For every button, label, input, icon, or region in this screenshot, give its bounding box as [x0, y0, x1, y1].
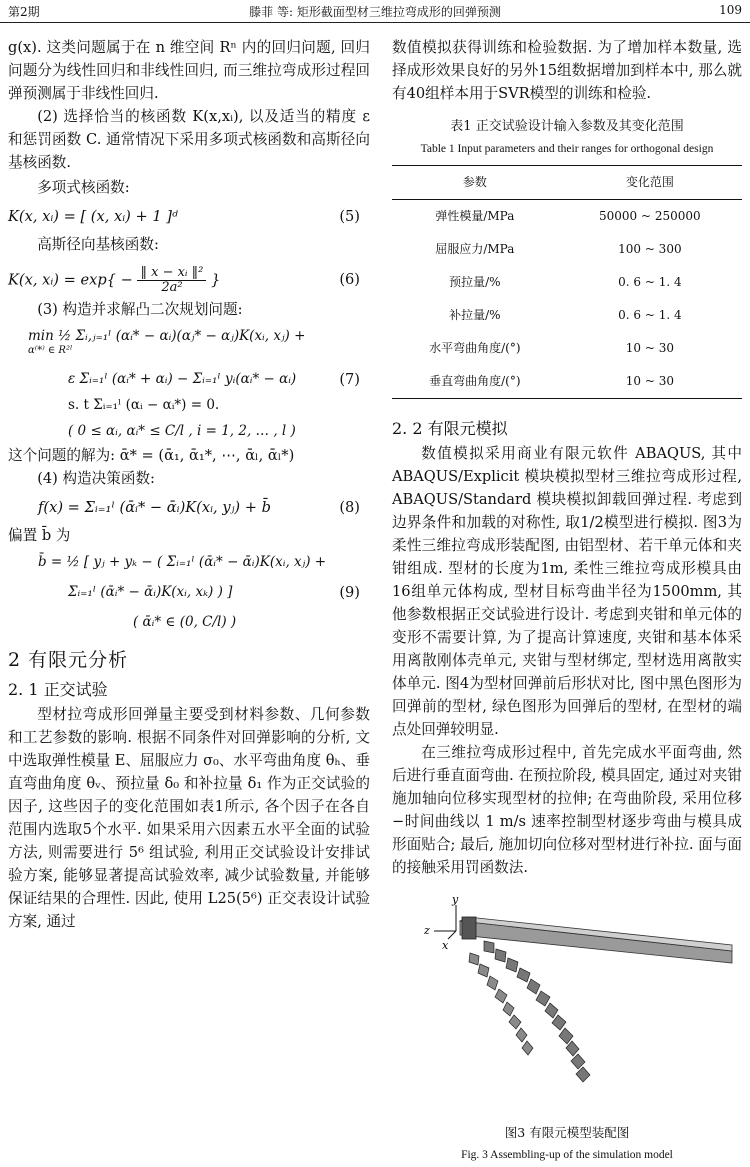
equation-5-body: K(x, xᵢ) = [ (x, xᵢ) + 1 ]ᵈ [8, 208, 178, 225]
x-axis-label: x [442, 939, 449, 952]
equation-6-numerator: ‖ x − xᵢ ‖² [137, 266, 206, 281]
poly-kernel-label: 多项式核函数: [37, 179, 130, 196]
equation-6-fraction [137, 266, 206, 295]
table-row: 屈服应力/MPa 100 ~ 300 [435, 242, 682, 256]
table-1-caption-en: Table 1 Input parameters and their ranges for orthogonal design [420, 143, 714, 155]
gauss-kernel-label: 高斯径向基核函数: [37, 236, 159, 253]
equation-6-right: } [211, 271, 221, 289]
table-row: 补拉量/% 0. 6 ~ 1. 4 [449, 308, 682, 322]
table-header-param: 参数 [392, 166, 558, 200]
left-column [8, 36, 370, 933]
paragraph-process: 在三维拉弯成形过程中, 首先完成水平面弯曲, 然后进行垂直面弯曲. 在预拉阶段, 模具固定, 通过对夹钳施加轴向位移实现型材的拉伸; 在弯曲阶段, 采用位移−时间曲线以 1 m/s 速率控制型材逐步弯曲与模具成形面贴合; 最后, 施加切向位移对型材进行补拉. 面与面的接触采用罚函数法. [392, 744, 742, 876]
equation-6-left: K(x, xᵢ) = exp{ − [8, 271, 133, 289]
table-1-caption: 表1 正交试验设计输入参数及其变化范围 [450, 119, 684, 134]
equation-6-denominator: 2a² [161, 280, 183, 295]
page-header [0, 0, 750, 23]
paragraph-samples: 数值模拟获得训练和检验数据. 为了增加样本数量, 选择成形效果良好的另外15组数据增加到样本中, 那么就有40组样本用于SVR模型的训练和检验. [392, 39, 742, 102]
equation-5 [8, 201, 370, 231]
z-axis-label: z [424, 924, 430, 937]
unit-blocks-lower [469, 953, 533, 1055]
equation-9-line2: Σᵢ₌₁ˡ (ᾱᵢ* − ᾱᵢ)K(xᵢ, xₖ) ) ] (9) [8, 577, 370, 607]
figure-3-caption: 图3 有限元模型装配图 [504, 1125, 630, 1140]
equation-8: f(x) = Σᵢ₌₁ˡ (ᾱᵢ* − ᾱᵢ)K(xᵢ, yⱼ) + b̄ (8) [8, 490, 370, 524]
y-axis-label: y [452, 893, 459, 906]
equation-7-line4: ( 0 ≤ αᵢ, αᵢ* ≤ C/l , i = 1, 2, … , l ) [68, 423, 296, 439]
running-title: 滕菲 等: 矩形截面型材三维拉弯成形的回弹预测 [249, 5, 501, 19]
paragraph-kernel: (2) 选择恰当的核函数 K(x,xᵢ), 以及适当的精度 ε 和惩罚函数 C. 通常情况下采用多项式核函数和高斯径向基核函数. [8, 108, 370, 171]
table-header-range: 变化范围 [558, 166, 742, 200]
paragraph-solution: 这个问题的解为: ᾱ* = (ᾱ₁, ᾱ₁*, ⋯, ᾱₗ, ᾱₗ*) [8, 447, 295, 464]
table-row: 垂直弯曲角度/(°) 10 ~ 30 [392, 365, 742, 399]
x-axis-line [448, 931, 456, 939]
equation-9-line1: b̄ = ½ [ yⱼ + yₖ − ( Σᵢ₌₁ˡ (ᾱᵢ* − ᾱᵢ)K(xᵢ, xⱼ) + [38, 554, 327, 570]
clamp [462, 917, 476, 939]
equation-6-number: (6) [339, 271, 360, 288]
equation-9-number: (9) [339, 584, 360, 601]
section-2-2-heading: 2. 2 有限元模拟 [392, 419, 508, 438]
page-number: 109 [719, 3, 742, 17]
paragraph-decision: (4) 构造决策函数: [37, 470, 155, 487]
section-2-heading: 2 有限元分析 [8, 649, 129, 671]
equation-6 [8, 258, 370, 298]
table-row: 弹性模量/MPa 50000 ~ 250000 [435, 209, 701, 223]
paragraph-bias: 偏置 b̄ 为 [8, 527, 71, 544]
paragraph-regression: g(x). 这类问题属于在 n 维空间 Rⁿ 内的回归问题, 回归问题分为线性回归和非线性回归, 而三维拉弯成形过程回弹预测属于非线性回归. [8, 39, 370, 102]
equation-7-line2: ε Σᵢ₌₁ˡ (αᵢ* + αᵢ) − Σᵢ₌₁ˡ yᵢ(αᵢ* − αᵢ) (7) [8, 364, 370, 390]
table-1 [392, 165, 742, 399]
table-row: 水平弯曲角度/(°) 10 ~ 30 [429, 341, 674, 355]
unit-blocks [484, 941, 590, 1082]
issue-number: 第2期 [8, 5, 40, 19]
equation-5-number: (5) [339, 208, 360, 225]
table-row: 预拉量/% 0. 6 ~ 1. 4 [449, 275, 682, 289]
equation-8-number: (8) [339, 499, 360, 516]
right-column [392, 36, 742, 1167]
equation-7-line3: s. t Σᵢ₌₁ˡ (αᵢ − αᵢ*) = 0. [68, 397, 220, 413]
figure-3-caption-en: Fig. 3 Assembling-up of the simulation model [461, 1149, 673, 1161]
paragraph-qp: (3) 构造并求解凸二次规划问题: [37, 301, 243, 318]
equation-7-line1: min ½ Σᵢ,ⱼ₌₁ˡ (αᵢ* − αᵢ)(αⱼ* − αⱼ)K(xᵢ, xⱼ) + [28, 328, 306, 344]
paragraph-orthogonal: 型材拉弯成形回弹量主要受到材料参数、几何参数和工艺参数的影响. 根据不同条件对回弹影响的分析, 文中选取弹性模量 E、屈服应力 σ₀、水平弯曲角度 θₕ、垂直弯曲角度 θᵥ、预拉量 δ₀ 和补拉量 δ₁ 作为正交试验的因子, 这些因子的变化范围如表1所示, 各个因子在各自范围内选取5个水平. 如果采用六因素五水平全面的试验方法, 则需要进行 5⁶ 组试验, 利用正交试验设计安排试验方案, 能够显著提高试验效率, 减少试验数量, 并能够保证结果的合理性. 因此, 使用 L25(5⁶) 正交表设计试验方案, 通过 [8, 706, 370, 930]
equation-7-subscript: α⁽*⁾ ∈ R²ˡ [28, 345, 73, 356]
section-2-1-heading: 2. 1 正交试验 [8, 680, 108, 699]
equation-7-number: (7) [339, 371, 360, 388]
paragraph-fem: 数值模拟采用商业有限元软件 ABAQUS, 其中 ABAQUS/Explicit 模块模拟型材三维拉弯成形过程, ABAQUS/Standard 模块模拟卸载回弹过程. 考虑到边界条件和加载的对称性, 取1/2模型进行模拟. 图3为柔性三维拉弯成形装配图, 由铝型材、若干单元体和夹钳组成. 型材的长度为1m, 柔性三维拉弯成形模具由16组单元体构成, 型材目标弯曲半径为1500mm, 其他参数根据正交试验进行设计. 考虑到夹钳和单元体的变形不需要计算, 为了提高计算速度, 夹钳和基本体采用离散刚体壳单元, 夹钳与型材绑定, 型材选用离散实体单元. 图4为型材回弹前后形状对比, 图中黑色图形为回弹前的型材, 绿色图形为回弹后的型材, 在型材的端点处回弹较明显. [392, 445, 742, 738]
equation-9-line3: ( ᾱᵢ* ∈ (0, C/l) ) [133, 614, 237, 630]
